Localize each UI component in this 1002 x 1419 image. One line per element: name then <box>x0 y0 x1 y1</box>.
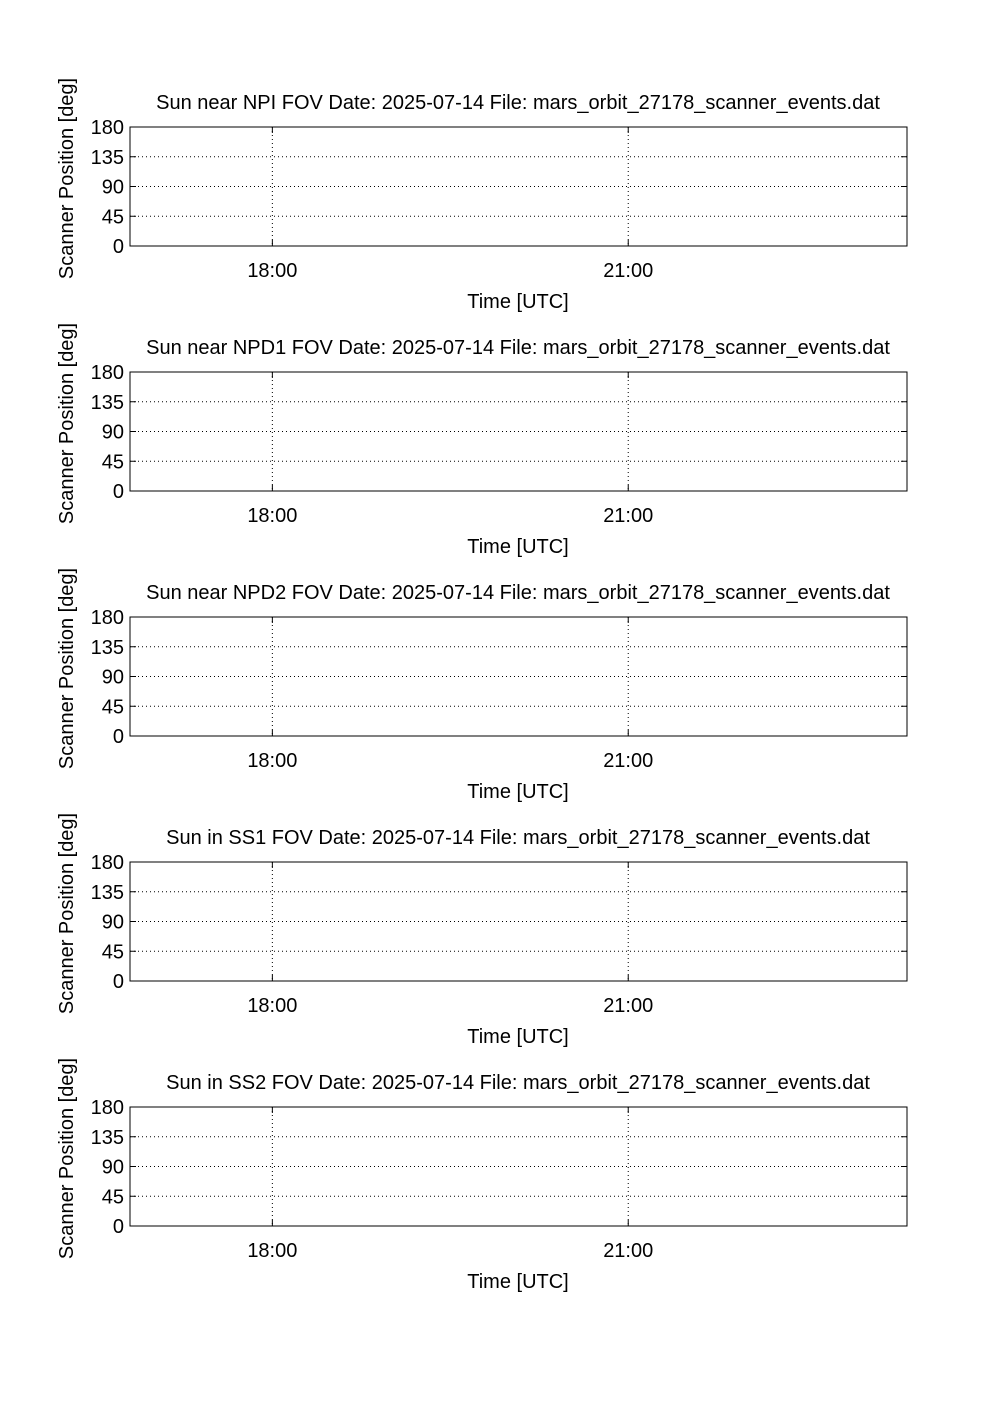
y-tick-label: 90 <box>101 911 124 934</box>
y-tick-label: 0 <box>112 481 124 503</box>
plot-title: Sun in SS1 FOV Date: 2025-07-14 File: mars_orbit_27178_scanner_events.dat <box>166 827 870 849</box>
y-axis-label: Scanner Position [deg] <box>56 812 78 1015</box>
y-tick-label: 45 <box>101 696 124 719</box>
panel-1 <box>56 78 907 313</box>
panel-3 <box>56 568 907 803</box>
x-axis-label: Time [UTC] <box>467 536 569 558</box>
x-tick-label: 21:00 <box>603 750 654 772</box>
x-axis-label: Time [UTC] <box>467 1026 569 1048</box>
plot-title: Sun near NPD2 FOV Date: 2025-07-14 File: mars_orbit_27178_scanner_events.dat <box>146 582 890 604</box>
panel-4 <box>56 813 907 1048</box>
x-axis-label: Time [UTC] <box>467 291 569 313</box>
y-tick-label: 45 <box>101 1186 124 1209</box>
panel-2 <box>56 323 907 558</box>
y-tick-label: 0 <box>112 1216 124 1238</box>
x-tick-label: 21:00 <box>603 505 654 527</box>
y-tick-label: 135 <box>90 1126 124 1149</box>
y-tick-label: 180 <box>90 1097 124 1119</box>
y-tick-label: 135 <box>90 881 124 904</box>
x-tick-label: 18:00 <box>247 750 298 772</box>
y-tick-label: 90 <box>101 666 124 689</box>
plot-title: Sun near NPD1 FOV Date: 2025-07-14 File: mars_orbit_27178_scanner_events.dat <box>146 337 890 359</box>
y-axis-label: Scanner Position [deg] <box>56 1057 78 1260</box>
x-tick-label: 18:00 <box>247 505 298 527</box>
plot-title: Sun near NPI FOV Date: 2025-07-14 File: mars_orbit_27178_scanner_events.dat <box>156 92 880 114</box>
y-tick-label: 135 <box>90 146 124 169</box>
y-tick-label: 135 <box>90 636 124 659</box>
y-tick-label: 45 <box>101 206 124 229</box>
x-axis-label: Time [UTC] <box>467 781 569 803</box>
panel-5 <box>56 1058 907 1293</box>
x-tick-label: 21:00 <box>603 995 654 1017</box>
y-tick-label: 45 <box>101 941 124 964</box>
y-tick-label: 90 <box>101 1156 124 1179</box>
x-axis-label: Time [UTC] <box>467 1271 569 1293</box>
x-tick-label: 18:00 <box>247 260 298 282</box>
y-tick-label: 180 <box>90 852 124 874</box>
y-axis-label: Scanner Position [deg] <box>56 322 78 525</box>
y-tick-label: 90 <box>101 421 124 444</box>
y-tick-label: 180 <box>90 607 124 629</box>
y-tick-label: 180 <box>90 362 124 384</box>
y-tick-label: 90 <box>101 176 124 199</box>
y-tick-label: 0 <box>112 971 124 993</box>
y-tick-label: 0 <box>112 236 124 258</box>
x-tick-label: 21:00 <box>603 260 654 282</box>
x-tick-label: 21:00 <box>603 1240 654 1262</box>
y-axis-label: Scanner Position [deg] <box>56 567 78 770</box>
y-tick-label: 45 <box>101 451 124 474</box>
plot-title: Sun in SS2 FOV Date: 2025-07-14 File: mars_orbit_27178_scanner_events.dat <box>166 1072 870 1094</box>
y-axis-label: Scanner Position [deg] <box>56 77 78 280</box>
x-tick-label: 18:00 <box>247 1240 298 1262</box>
x-tick-label: 18:00 <box>247 995 298 1017</box>
y-tick-label: 180 <box>90 117 124 139</box>
y-tick-label: 0 <box>112 726 124 748</box>
y-tick-label: 135 <box>90 391 124 414</box>
